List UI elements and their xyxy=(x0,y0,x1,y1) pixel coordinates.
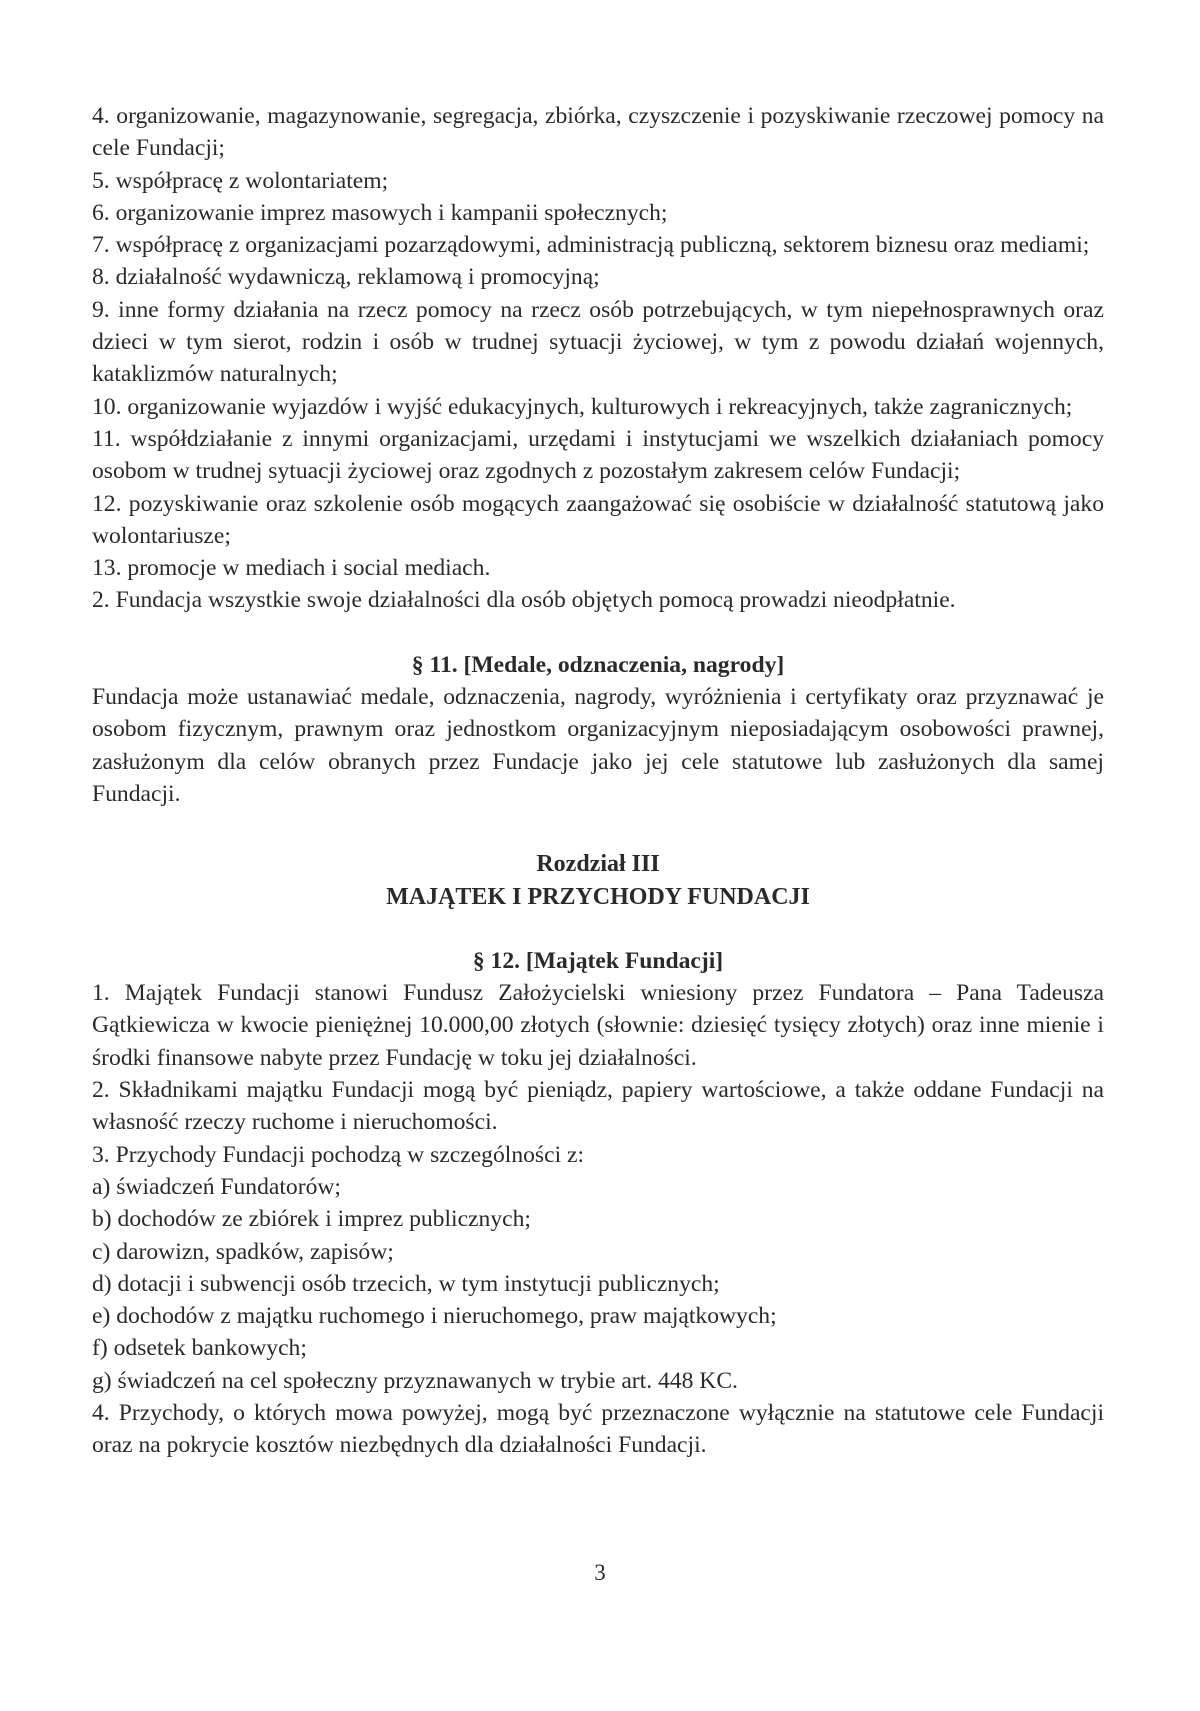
list-item: 9. inne formy działania na rzecz pomocy na rzecz osób potrzebujących, w tym niepełnosprawnych oraz dzieci w tym sierot, rodzin i osób w trudnej sytuacji życiowej, w tym z powodu działań wojennych, kataklizmów naturalnych; xyxy=(92,296,1104,388)
section-11-heading: § 11. [Medale, odznaczenia, nagrody] xyxy=(411,651,785,678)
section-12-list-item: d) dotacji i subwencji osób trzecich, w tym instytucji publicznych; xyxy=(92,1270,720,1297)
list-item: 13. promocje w mediach i social mediach. xyxy=(92,555,491,582)
document-page xyxy=(92,100,1104,1462)
chapter-label: Rozdział III xyxy=(536,851,660,878)
section-12-paragraph: 3. Przychody Fundacji pochodzą w szczególności z: xyxy=(92,1141,585,1168)
list-item: 12. pozyskiwanie oraz szkolenie osób mogących zaangażować się osobiście w działalność statutową jako wolontariusze; xyxy=(92,490,1104,549)
list-item: 11. współdziałanie z innymi organizacjami, urzędami i instytucjami we wszelkich działaniach pomocy osobom w trudnej sytuacji życiowej oraz zgodnych z pozostałym zakresem celów Fundacji; xyxy=(92,425,1104,485)
section-12-list-item: e) dochodów z majątku ruchomego i nieruchomego, praw majątkowych; xyxy=(92,1303,777,1330)
section-12-list-item: a) świadczeń Fundatorów; xyxy=(92,1173,341,1200)
spacer xyxy=(92,913,1104,945)
spacer xyxy=(92,617,1104,649)
section-12-paragraph: 1. Majątek Fundacji stanowi Fundusz Założycielski wniesiony przez Fundatora – Pana Tadeusza Gątkiewicza w kwocie pieniężnej 10.000,00 złotych (słownie: dziesięć tysięcy złotych) oraz inne mienie i środki finansowe nabyte przez Fundację w toku jej działalności. xyxy=(92,980,1104,1071)
section-12-paragraph: 2. Składnikami majątku Fundacji mogą być pieniądz, papiery wartościowe, a także oddane Fundacji na własność rzeczy ruchome i nieruchomości. xyxy=(92,1077,1104,1136)
section-12-list-item: f) odsetek bankowych; xyxy=(92,1335,307,1362)
list-item: 4. organizowanie, magazynowanie, segregacja, zbiórka, czyszczenie i pozyskiwanie rzeczowej pomocy na cele Fundacji; xyxy=(92,103,1104,162)
page-number: 3 xyxy=(594,1560,606,1585)
list-item: 7. współpracę z organizacjami pozarządowymi, administracją publiczną, sektorem biznesu oraz mediami; xyxy=(92,232,1090,259)
list-item: 6. organizowanie imprez masowych i kampanii społecznych; xyxy=(92,199,668,226)
list-item: 10. organizowanie wyjazdów i wyjść edukacyjnych, kulturowych i rekreacyjnych, także zagranicznych; xyxy=(92,393,1073,420)
section-12-list-item: b) dochodów ze zbiórek i imprez publicznych; xyxy=(92,1206,531,1233)
chapter-title: MAJĄTEK I PRZYCHODY FUNDACJI xyxy=(386,883,810,910)
list-item: 8. działalność wydawniczą, reklamową i promocyjną; xyxy=(92,264,600,291)
section-12-heading: § 12. [Majątek Fundacji] xyxy=(472,947,724,974)
section-12-list-item: g) świadczeń na cel społeczny przyznawanych w trybie art. 448 KC. xyxy=(92,1367,738,1394)
section-12-paragraph: 4. Przychody, o których mowa powyżej, mogą być przeznaczone wyłącznie na statutowe cele Fundacji oraz na pokrycie kosztów niezbędnych dla działalności Fundacji. xyxy=(92,1399,1104,1459)
spacer xyxy=(92,810,1104,848)
section-12-list-item: c) darowizn, spadków, zapisów; xyxy=(92,1238,394,1265)
list-item: 5. współpracę z wolontariatem; xyxy=(92,167,389,194)
section-11-body: Fundacja może ustanawiać medale, odznaczenia, nagrody, wyróżnienia i certyfikaty oraz przyznawać je osobom fizycznym, prawnym oraz jednostkom organizacyjnym nieposiadającym osobowości prawnej, zasłużonym dla celów obranych przez Fundacje jako jej cele statutowe lub zasłużonych dla samej Fundacji. xyxy=(92,684,1104,807)
list-item: 2. Fundacja wszystkie swoje działalności dla osób objętych pomocą prowadzi nieodpłatnie. xyxy=(92,587,956,614)
